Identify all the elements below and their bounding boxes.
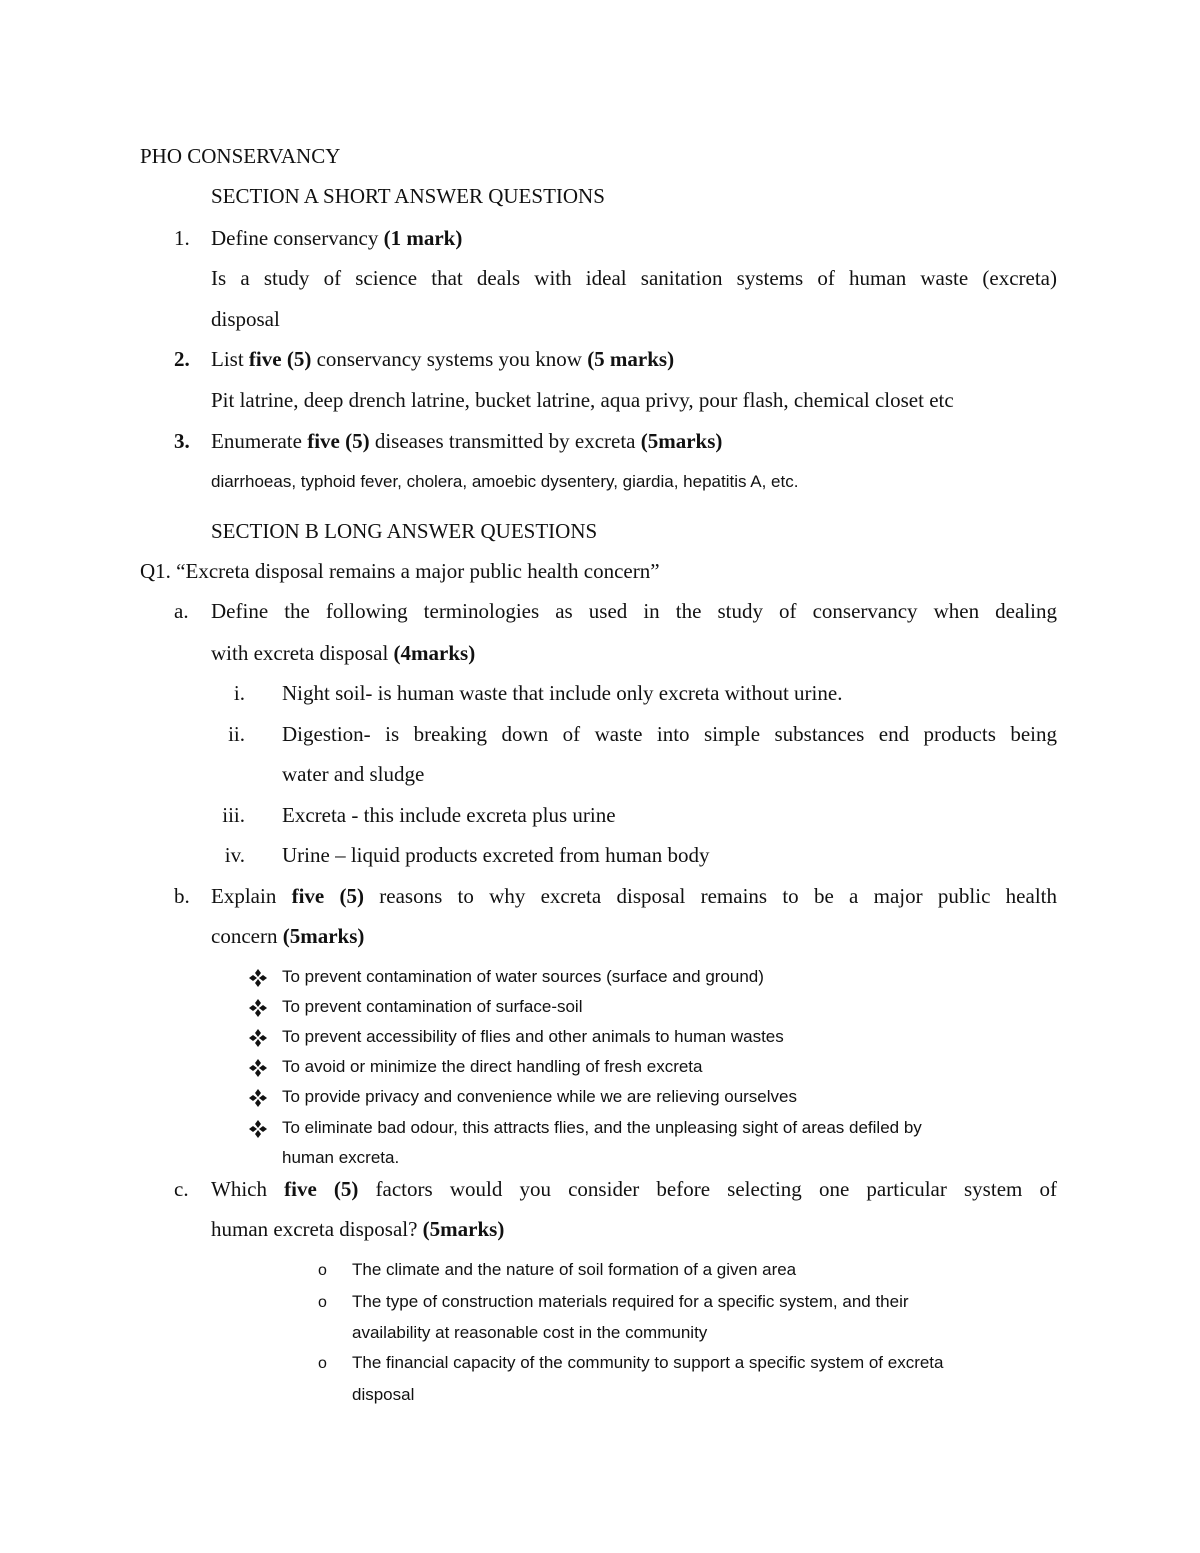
- terminology-item: Urine – liquid products excreted from human body: [282, 843, 710, 867]
- question-number: 2.: [174, 347, 190, 371]
- reason-bullet: To avoid or minimize the direct handling of fresh excreta: [282, 1057, 703, 1076]
- answer-1-line2: disposal: [211, 307, 280, 331]
- document-title: PHO CONSERVANCY: [140, 144, 341, 168]
- marks: (5marks): [640, 429, 723, 453]
- factor-bullet-cont: availability at reasonable cost in the community: [352, 1323, 708, 1342]
- part-c-line1: Which five (5) factors would you consider before selecting one particular system of: [211, 1177, 1057, 1201]
- item-number: ii.: [228, 722, 245, 746]
- question-1: Define conservancy (1 mark): [211, 226, 463, 250]
- circle-bullet-icon: o: [318, 1262, 327, 1279]
- terminology-item: Night soil- is human waste that include only excreta without urine.: [282, 681, 843, 705]
- marks: (1 mark): [383, 226, 463, 250]
- factor-bullet: The climate and the nature of soil formation of a given area: [352, 1260, 797, 1279]
- circle-bullet-icon: o: [318, 1294, 327, 1311]
- diamond-bullet-icon: [248, 1088, 268, 1108]
- answer-3: diarrhoeas, typhoid fever, cholera, amoebic dysentery, giardia, hepatitis A, etc.: [211, 472, 799, 491]
- marks: (5marks): [422, 1217, 505, 1241]
- question-number: 1.: [174, 226, 190, 250]
- part-b-line1: Explain five (5) reasons to why excreta disposal remains to be a major public health: [211, 884, 1057, 908]
- reason-bullet: To prevent contamination of surface-soil: [282, 997, 583, 1016]
- part-letter: c.: [174, 1177, 189, 1201]
- long-question-1-title: Q1. “Excreta disposal remains a major public health concern”: [140, 559, 660, 583]
- part-b-line2: concern (5marks): [211, 924, 365, 948]
- part-a-line1: Define the following terminologies as used in the study of conservancy when dealing: [211, 599, 1057, 623]
- marks: (5 marks): [587, 347, 675, 371]
- question-3: Enumerate five (5) diseases transmitted by excreta (5marks): [211, 429, 723, 453]
- question-2: List five (5) conservancy systems you know (5 marks): [211, 347, 675, 371]
- factor-bullet: The type of construction materials required for a specific system, and their: [352, 1292, 909, 1311]
- part-c-line2: human excreta disposal? (5marks): [211, 1217, 505, 1241]
- marks: (5marks): [282, 924, 365, 948]
- reason-bullet: To eliminate bad odour, this attracts flies, and the unpleasing sight of areas defiled by: [282, 1118, 922, 1137]
- reason-bullet: To prevent contamination of water sources (surface and ground): [282, 967, 764, 986]
- item-number: iii.: [222, 803, 245, 827]
- section-a-heading: SECTION A SHORT ANSWER QUESTIONS: [211, 184, 605, 208]
- marks: (4marks): [393, 641, 476, 665]
- reason-bullet-cont: human excreta.: [282, 1148, 400, 1167]
- terminology-item: Excreta - this include excreta plus urine: [282, 803, 616, 827]
- diamond-bullet-icon: [248, 968, 268, 988]
- answer-1-line1: Is a study of science that deals with ideal sanitation systems of human waste (excreta): [211, 266, 1057, 290]
- circle-bullet-icon: o: [318, 1355, 327, 1372]
- factor-bullet-cont: disposal: [352, 1385, 415, 1404]
- part-letter: b.: [174, 884, 190, 908]
- item-number: iv.: [224, 843, 245, 867]
- diamond-bullet-icon: [248, 1028, 268, 1048]
- part-letter: a.: [174, 599, 189, 623]
- section-b-heading: SECTION B LONG ANSWER QUESTIONS: [211, 519, 598, 543]
- answer-2: Pit latrine, deep drench latrine, bucket latrine, aqua privy, pour flash, chemical closet etc: [211, 388, 954, 412]
- question-number: 3.: [174, 429, 190, 453]
- part-a-line2: with excreta disposal (4marks): [211, 641, 476, 665]
- diamond-bullet-icon: [248, 998, 268, 1018]
- factor-bullet: The financial capacity of the community to support a specific system of excreta: [352, 1353, 944, 1372]
- diamond-bullet-icon: [248, 1119, 268, 1139]
- reason-bullet: To prevent accessibility of flies and other animals to human wastes: [282, 1027, 784, 1046]
- terminology-item-cont: water and sludge: [282, 762, 425, 786]
- terminology-item: Digestion- is breaking down of waste into simple substances end products being: [282, 722, 1057, 746]
- item-number: i.: [233, 681, 245, 705]
- reason-bullet: To provide privacy and convenience while we are relieving ourselves: [282, 1087, 797, 1106]
- diamond-bullet-icon: [248, 1058, 268, 1078]
